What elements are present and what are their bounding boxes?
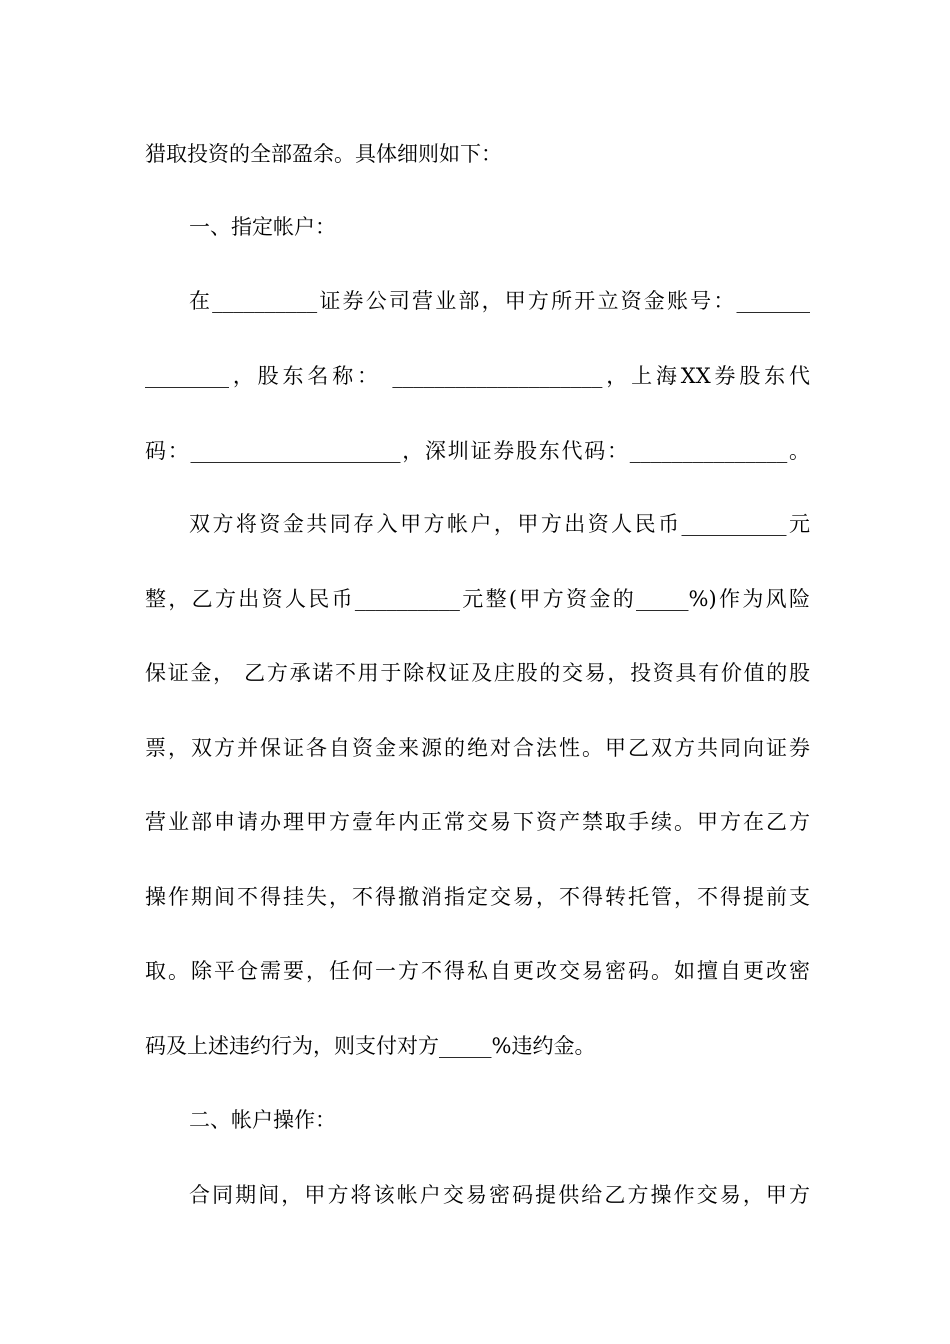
paragraph-line: 票，双方并保证各自资金来源的绝对合法性。甲乙双方共同向证券 bbox=[145, 736, 810, 760]
paragraph-line: 操作期间不得挂失，不得撤消指定交易，不得转托管，不得提前支 bbox=[145, 885, 810, 909]
paragraph-line: 双方将资金共同存入甲方帐户，甲方出资人民币__________元 bbox=[189, 512, 810, 536]
paragraph-line: 在__________证券公司营业部，甲方所开立资金账号：_______ bbox=[189, 289, 810, 313]
paragraph-line: 整，乙方出资人民币__________元整(甲方资金的_____%)作为风险 bbox=[145, 587, 810, 611]
paragraph-line: 合同期间，甲方将该帐户交易密码提供给乙方操作交易，甲方 bbox=[189, 1183, 810, 1207]
paragraph-line: 取。除平仓需要，任何一方不得私自更改交易密码。如擅自更改密 bbox=[145, 959, 810, 983]
paragraph-line: 猎取投资的全部盈余。具体细则如下： bbox=[145, 142, 502, 166]
paragraph-line: 码及上述违约行为，则支付对方_____%违约金。 bbox=[145, 1034, 596, 1058]
paragraph-line: 营业部申请办理甲方壹年内正常交易下资产禁取手续。甲方在乙方 bbox=[145, 810, 810, 834]
section-heading: 一、指定帐户： bbox=[189, 215, 336, 239]
paragraph-line: 保证金， 乙方承诺不用于除权证及庄股的交易，投资具有价值的股 bbox=[145, 661, 810, 685]
paragraph-line: 码：____________________，深圳证券股东代码：_______________。 bbox=[145, 439, 810, 463]
section-heading: 二、帐户操作： bbox=[189, 1108, 336, 1132]
paragraph-line: ________，股东名称： ____________________，上海XX券股东代 bbox=[145, 364, 810, 388]
